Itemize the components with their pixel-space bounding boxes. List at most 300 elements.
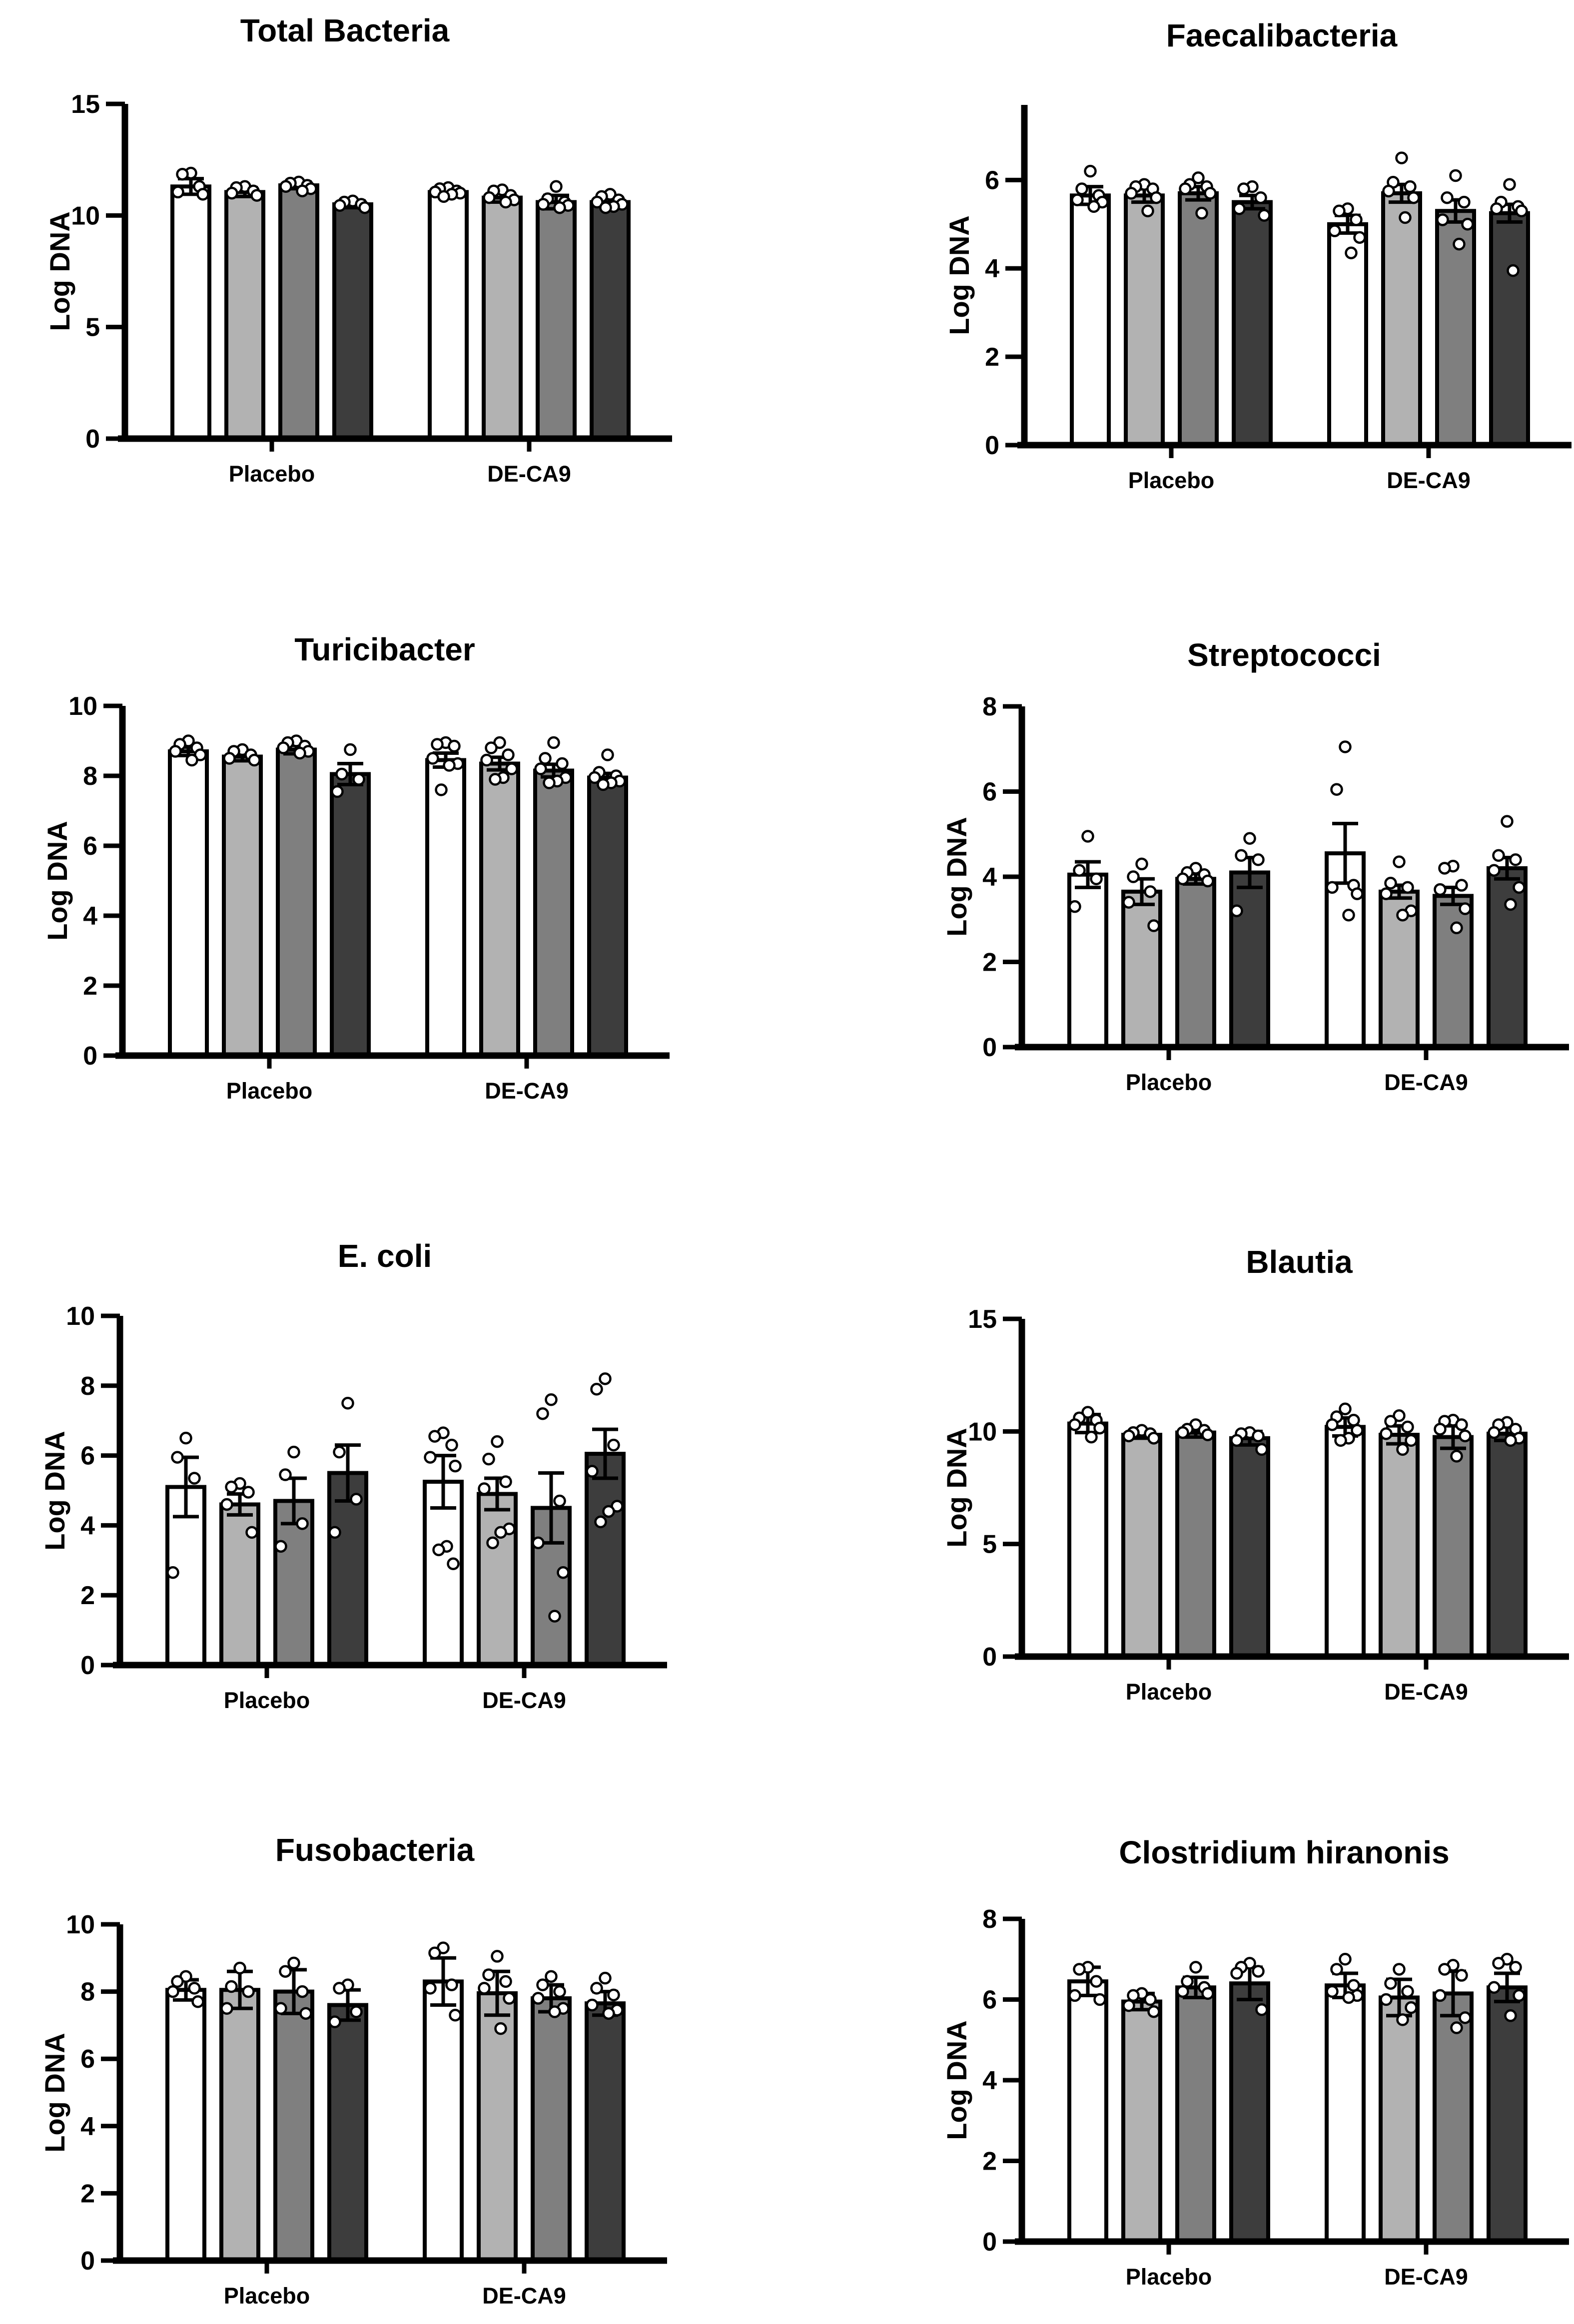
x-group-label-placebo: Placebo bbox=[223, 2283, 310, 2309]
data-point bbox=[596, 1517, 606, 1527]
data-point bbox=[1089, 201, 1099, 212]
data-point bbox=[1452, 923, 1462, 933]
data-point bbox=[501, 1976, 511, 1987]
chart-title-e-coli: E. coli bbox=[337, 1238, 432, 1274]
data-point bbox=[173, 187, 183, 197]
data-point bbox=[1344, 1992, 1354, 2003]
data-point bbox=[297, 1986, 308, 1997]
chart-title-faecalibacteria: Faecalibacteria bbox=[1166, 17, 1398, 53]
data-point bbox=[1182, 1976, 1193, 1987]
y-tick-label: 8 bbox=[80, 1977, 95, 2007]
data-point bbox=[484, 1454, 494, 1464]
data-point bbox=[1381, 1994, 1392, 2005]
data-point bbox=[504, 1993, 515, 2004]
data-point bbox=[533, 1538, 544, 1548]
data-point bbox=[1355, 232, 1365, 243]
data-point bbox=[1454, 239, 1465, 249]
bar-de-ca9-dark_gray bbox=[587, 2003, 624, 2261]
data-point bbox=[1327, 882, 1338, 893]
data-point bbox=[1203, 1430, 1213, 1440]
data-point bbox=[1340, 1954, 1351, 1964]
chart-total-bacteria bbox=[71, 90, 672, 454]
data-point bbox=[555, 1496, 565, 1506]
data-point bbox=[1349, 1415, 1359, 1425]
data-point bbox=[501, 1477, 511, 1487]
data-point bbox=[351, 1494, 362, 1504]
y-tick-label: 10 bbox=[68, 692, 97, 721]
data-point bbox=[444, 760, 455, 771]
y-tick-label: 0 bbox=[85, 425, 100, 454]
data-point bbox=[330, 1527, 340, 1538]
data-point bbox=[1397, 153, 1407, 163]
data-point bbox=[1440, 1964, 1450, 1974]
data-point bbox=[243, 1986, 254, 1997]
data-point bbox=[280, 1470, 291, 1480]
y-tick-label: 8 bbox=[982, 692, 997, 721]
bar-placebo-white bbox=[1069, 1981, 1106, 2242]
data-point bbox=[533, 1993, 544, 2004]
bar-de-ca9-white bbox=[427, 760, 464, 1056]
y-tick-label: 2 bbox=[80, 2179, 95, 2209]
chart-e-coli bbox=[66, 1302, 667, 1680]
data-point bbox=[546, 1971, 557, 1982]
bar-placebo-dark_gray bbox=[1234, 202, 1271, 445]
data-point bbox=[1095, 1994, 1105, 2005]
y-axis-label: Log DNA bbox=[941, 1428, 972, 1548]
data-point bbox=[295, 748, 305, 758]
bar-placebo-medium_gray bbox=[280, 185, 317, 439]
bar-placebo-medium_gray bbox=[1177, 1433, 1214, 1657]
data-point bbox=[450, 1461, 461, 1471]
data-point bbox=[1340, 741, 1351, 752]
data-point bbox=[449, 741, 460, 751]
bar-placebo-dark_gray bbox=[1231, 872, 1268, 1047]
data-point bbox=[430, 1431, 440, 1442]
data-point bbox=[168, 1986, 178, 1997]
data-point bbox=[592, 1983, 602, 1993]
data-point bbox=[1070, 1419, 1080, 1430]
bar-placebo-white bbox=[167, 1990, 204, 2261]
data-point bbox=[1253, 854, 1264, 865]
data-point bbox=[1256, 192, 1266, 203]
chart-title-turicibacter: Turicibacter bbox=[294, 631, 475, 667]
y-tick-label: 4 bbox=[80, 2112, 95, 2141]
data-point bbox=[181, 1433, 191, 1443]
chart-turicibacter bbox=[68, 692, 670, 1071]
data-point bbox=[1332, 1964, 1342, 1974]
data-point bbox=[1381, 1428, 1392, 1439]
data-point bbox=[1386, 878, 1396, 888]
data-point bbox=[1400, 212, 1411, 223]
data-point bbox=[1460, 1431, 1471, 1441]
data-point bbox=[1460, 2012, 1471, 2023]
y-tick-label: 0 bbox=[982, 1033, 997, 1062]
bar-placebo-white bbox=[1072, 195, 1109, 445]
data-point bbox=[430, 1948, 440, 1958]
data-point bbox=[496, 2023, 506, 2034]
data-point bbox=[1091, 874, 1102, 884]
data-point bbox=[550, 2006, 560, 2017]
y-tick-label: 10 bbox=[71, 201, 100, 231]
data-point bbox=[587, 1466, 598, 1477]
data-point bbox=[1077, 184, 1087, 194]
data-point bbox=[1070, 1990, 1080, 2001]
bar-placebo-light_gray bbox=[226, 192, 263, 439]
data-point bbox=[1232, 1435, 1242, 1446]
data-point bbox=[600, 1373, 611, 1384]
data-point bbox=[189, 1983, 200, 1993]
data-point bbox=[1346, 248, 1357, 258]
y-tick-label: 4 bbox=[80, 1511, 95, 1541]
data-point bbox=[1344, 910, 1354, 920]
data-point bbox=[1386, 1978, 1396, 1989]
data-point bbox=[1197, 208, 1207, 218]
data-point bbox=[1435, 1990, 1446, 2001]
y-axis-label: Log DNA bbox=[39, 1431, 70, 1551]
data-point bbox=[490, 774, 501, 785]
data-point bbox=[1489, 1982, 1500, 1993]
data-point bbox=[351, 2006, 362, 2017]
bar-de-ca9-dark_gray bbox=[1489, 868, 1526, 1047]
x-group-label-deca9: DE-CA9 bbox=[1384, 1679, 1468, 1705]
data-point bbox=[1124, 1431, 1134, 1441]
y-axis-label: Log DNA bbox=[941, 2020, 972, 2140]
data-point bbox=[1403, 882, 1413, 893]
bar-de-ca9-light_gray bbox=[481, 764, 518, 1056]
data-point bbox=[1334, 206, 1345, 216]
bar-de-ca9-light_gray bbox=[1381, 1435, 1418, 1657]
data-point bbox=[1257, 2004, 1267, 2015]
y-tick-label: 15 bbox=[968, 1305, 997, 1334]
data-point bbox=[1151, 192, 1162, 203]
data-point bbox=[484, 192, 495, 203]
y-tick-label: 6 bbox=[982, 1985, 997, 2015]
chart-title-total-bacteria: Total Bacteria bbox=[240, 12, 450, 48]
bar-de-ca9-dark_gray bbox=[587, 1454, 624, 1665]
data-point bbox=[297, 186, 308, 196]
data-point bbox=[447, 1980, 457, 1990]
data-point bbox=[1128, 1990, 1139, 2001]
data-point bbox=[1070, 901, 1080, 912]
data-point bbox=[551, 181, 562, 192]
data-point bbox=[281, 181, 291, 192]
bar-de-ca9-white bbox=[1327, 1427, 1364, 1657]
data-point bbox=[598, 779, 609, 790]
x-group-label-deca9: DE-CA9 bbox=[482, 1688, 566, 1713]
bar-placebo-medium_gray bbox=[275, 1992, 312, 2261]
data-point bbox=[1236, 850, 1247, 861]
data-point bbox=[1336, 1435, 1346, 1446]
chart-streptococci bbox=[982, 692, 1569, 1062]
data-point bbox=[1124, 2000, 1134, 2011]
data-point bbox=[1095, 1423, 1105, 1433]
data-point bbox=[447, 1440, 457, 1450]
data-point bbox=[488, 1538, 498, 1548]
data-point bbox=[540, 753, 551, 764]
data-point bbox=[249, 755, 260, 765]
y-tick-label: 4 bbox=[982, 2066, 997, 2095]
data-point bbox=[1143, 206, 1153, 216]
x-group-label-placebo: Placebo bbox=[1125, 1070, 1212, 1095]
chart-title-streptococci: Streptococci bbox=[1187, 637, 1381, 673]
bar-placebo-dark_gray bbox=[334, 204, 371, 439]
x-group-label-placebo: Placebo bbox=[223, 1688, 310, 1713]
data-point bbox=[448, 1559, 459, 1569]
bar-de-ca9-white bbox=[425, 1981, 462, 2261]
data-point bbox=[432, 739, 443, 750]
data-point bbox=[301, 2008, 311, 2019]
data-point bbox=[334, 1447, 345, 1457]
data-point bbox=[1457, 1970, 1467, 1981]
bar-placebo-medium_gray bbox=[1177, 1987, 1214, 2242]
data-point bbox=[252, 190, 262, 201]
data-point bbox=[1442, 192, 1453, 203]
data-point bbox=[1508, 265, 1519, 276]
bar-de-ca9-light_gray bbox=[1383, 193, 1420, 445]
data-point bbox=[1232, 906, 1242, 916]
data-point bbox=[360, 202, 370, 213]
y-tick-label: 2 bbox=[80, 1581, 95, 1611]
x-group-label-deca9: DE-CA9 bbox=[482, 2283, 566, 2309]
data-point bbox=[482, 755, 492, 765]
data-point bbox=[1253, 1431, 1264, 1441]
data-point bbox=[592, 1384, 602, 1394]
data-point bbox=[1137, 859, 1147, 869]
data-point bbox=[1239, 184, 1249, 194]
bar-placebo-light_gray bbox=[1123, 2002, 1160, 2242]
y-tick-label: 6 bbox=[83, 832, 97, 861]
data-point bbox=[1149, 1433, 1159, 1443]
bar-de-ca9-medium_gray bbox=[1435, 896, 1472, 1047]
data-point bbox=[587, 2000, 598, 2010]
data-point bbox=[222, 2003, 232, 2014]
data-point bbox=[1460, 903, 1471, 914]
data-point bbox=[450, 2010, 461, 2020]
x-group-label-placebo: Placebo bbox=[1125, 2264, 1212, 2290]
data-point bbox=[544, 778, 555, 788]
chart-clostridium-hiranonis bbox=[982, 1905, 1569, 2257]
chart-title-fusobacteria: Fusobacteria bbox=[275, 1832, 475, 1868]
data-point bbox=[1352, 1425, 1363, 1436]
data-point bbox=[170, 746, 181, 757]
bar-de-ca9-light_gray bbox=[1381, 1997, 1418, 2242]
data-point bbox=[337, 769, 347, 779]
data-point bbox=[1086, 1432, 1097, 1442]
data-point bbox=[1386, 1416, 1396, 1427]
data-point bbox=[198, 189, 208, 199]
data-point bbox=[1340, 1404, 1351, 1414]
y-tick-label: 15 bbox=[71, 90, 100, 119]
data-point bbox=[1145, 886, 1156, 897]
data-point bbox=[1327, 1419, 1338, 1430]
y-tick-label: 0 bbox=[83, 1042, 97, 1071]
data-point bbox=[1514, 1990, 1525, 2001]
data-point bbox=[1452, 1451, 1462, 1461]
bar-placebo-white bbox=[170, 751, 207, 1056]
data-point bbox=[486, 743, 497, 753]
data-point bbox=[538, 1408, 548, 1419]
bar-placebo-light_gray bbox=[224, 757, 261, 1056]
data-point bbox=[428, 753, 438, 764]
data-point bbox=[609, 1990, 619, 2000]
data-point bbox=[330, 2017, 340, 2027]
data-point bbox=[604, 2008, 614, 2019]
data-point bbox=[1440, 863, 1450, 873]
bar-placebo-white bbox=[172, 186, 209, 439]
data-point bbox=[503, 750, 514, 760]
data-point bbox=[235, 1963, 245, 1973]
y-tick-label: 2 bbox=[83, 972, 97, 1001]
y-tick-label: 5 bbox=[85, 313, 100, 342]
data-point bbox=[1381, 889, 1392, 899]
bar-placebo-white bbox=[1069, 1424, 1106, 1657]
data-point bbox=[555, 1986, 565, 1997]
data-point bbox=[297, 1518, 308, 1529]
data-point bbox=[224, 753, 235, 764]
data-point bbox=[1191, 1962, 1201, 1972]
data-point bbox=[1091, 1976, 1102, 1987]
chart-title-blautia: Blautia bbox=[1246, 1244, 1353, 1280]
data-point bbox=[276, 2003, 286, 2014]
data-point bbox=[1502, 816, 1513, 827]
data-point bbox=[278, 743, 289, 753]
data-point bbox=[1178, 874, 1188, 884]
x-group-label-placebo: Placebo bbox=[228, 461, 315, 487]
y-tick-label: 0 bbox=[982, 2228, 997, 2257]
data-point bbox=[1203, 1988, 1213, 1999]
data-point bbox=[1149, 2006, 1159, 2017]
data-point bbox=[1178, 1986, 1188, 1997]
y-tick-label: 8 bbox=[982, 1905, 997, 1934]
chart-fusobacteria bbox=[66, 1910, 667, 2276]
data-point bbox=[1180, 184, 1191, 194]
bar-placebo-light_gray bbox=[221, 1990, 258, 2261]
data-point bbox=[1511, 1962, 1521, 1972]
data-point bbox=[1398, 910, 1408, 920]
data-point bbox=[1384, 186, 1394, 196]
data-point bbox=[1406, 1435, 1417, 1446]
bar-de-ca9-dark_gray bbox=[589, 778, 626, 1056]
data-point bbox=[227, 188, 237, 198]
y-tick-label: 5 bbox=[982, 1530, 997, 1559]
data-point bbox=[550, 1611, 560, 1622]
data-point bbox=[168, 1567, 178, 1578]
y-tick-label: 10 bbox=[66, 1302, 95, 1331]
data-point bbox=[1489, 865, 1500, 876]
data-point bbox=[492, 1951, 503, 1961]
data-point bbox=[1492, 203, 1502, 214]
data-point bbox=[1232, 1968, 1242, 1979]
x-group-label-deca9: DE-CA9 bbox=[1387, 468, 1471, 493]
data-point bbox=[187, 755, 197, 765]
data-point bbox=[546, 1394, 557, 1405]
data-point bbox=[335, 200, 345, 211]
data-point bbox=[1149, 921, 1159, 931]
data-point bbox=[1257, 1444, 1267, 1455]
bar-de-ca9-light_gray bbox=[484, 198, 521, 439]
data-point bbox=[1351, 214, 1362, 225]
y-tick-label: 8 bbox=[80, 1371, 95, 1401]
data-point bbox=[226, 1482, 237, 1492]
bar-de-ca9-dark_gray bbox=[1489, 1434, 1526, 1657]
data-point bbox=[1394, 857, 1405, 867]
data-point bbox=[1403, 1422, 1413, 1432]
data-point bbox=[1438, 214, 1448, 225]
data-point bbox=[425, 1452, 436, 1463]
data-point bbox=[1253, 1966, 1264, 1976]
data-point bbox=[343, 1398, 353, 1408]
bar-de-ca9-white bbox=[1327, 1985, 1364, 2242]
data-point bbox=[289, 1447, 299, 1457]
y-tick-label: 10 bbox=[968, 1417, 997, 1447]
y-tick-label: 0 bbox=[80, 2247, 95, 2276]
data-point bbox=[1085, 166, 1096, 176]
bar-placebo-dark_gray bbox=[1231, 1983, 1268, 2242]
x-group-label-placebo: Placebo bbox=[1125, 1679, 1212, 1705]
y-axis-label: Log DNA bbox=[44, 211, 75, 331]
chart-faecalibacteria bbox=[985, 105, 1572, 460]
x-group-label-deca9: DE-CA9 bbox=[485, 1078, 569, 1104]
data-point bbox=[1394, 1964, 1405, 1974]
data-point bbox=[600, 1973, 611, 1983]
data-point bbox=[1072, 195, 1083, 205]
y-tick-label: 0 bbox=[985, 431, 999, 460]
bar-de-ca9-white bbox=[430, 192, 467, 439]
data-point bbox=[1332, 784, 1342, 795]
data-point bbox=[425, 1983, 436, 1993]
bar-placebo-dark_gray bbox=[332, 774, 369, 1056]
data-point bbox=[507, 764, 517, 774]
y-axis-label: Log DNA bbox=[941, 817, 972, 937]
bar-placebo-dark_gray bbox=[1231, 1438, 1268, 1657]
data-point bbox=[1406, 2002, 1417, 2013]
data-point bbox=[243, 1487, 254, 1497]
bar-de-ca9-dark_gray bbox=[1491, 213, 1528, 445]
data-point bbox=[603, 750, 613, 760]
bar-de-ca9-medium_gray bbox=[535, 771, 572, 1056]
y-tick-label: 6 bbox=[985, 166, 999, 195]
data-point bbox=[484, 1969, 494, 1980]
data-point bbox=[1178, 1427, 1188, 1438]
data-point bbox=[193, 1996, 203, 2007]
data-point bbox=[1457, 880, 1467, 891]
y-tick-label: 10 bbox=[66, 1910, 95, 1939]
data-point bbox=[1128, 872, 1139, 882]
data-point bbox=[1514, 882, 1525, 893]
data-point bbox=[1451, 170, 1461, 181]
y-axis-label: Log DNA bbox=[943, 215, 975, 335]
data-point bbox=[555, 202, 565, 213]
data-point bbox=[1352, 889, 1363, 899]
bar-de-ca9-medium_gray bbox=[533, 1998, 570, 2261]
x-group-label-deca9: DE-CA9 bbox=[1384, 2264, 1468, 2290]
y-tick-label: 6 bbox=[982, 777, 997, 807]
bar-de-ca9-dark_gray bbox=[1489, 1987, 1526, 2242]
data-point bbox=[1234, 203, 1245, 214]
data-point bbox=[479, 1484, 490, 1494]
data-point bbox=[1463, 219, 1473, 229]
data-point bbox=[1083, 831, 1093, 842]
data-point bbox=[501, 197, 511, 207]
data-point bbox=[1349, 1980, 1359, 1991]
data-point bbox=[496, 1527, 506, 1538]
y-axis-label: Log DNA bbox=[39, 2033, 70, 2153]
data-point bbox=[172, 1976, 183, 1987]
data-point bbox=[1435, 884, 1446, 895]
y-tick-label: 4 bbox=[982, 863, 997, 892]
data-point bbox=[492, 1436, 503, 1447]
data-point bbox=[439, 191, 449, 202]
